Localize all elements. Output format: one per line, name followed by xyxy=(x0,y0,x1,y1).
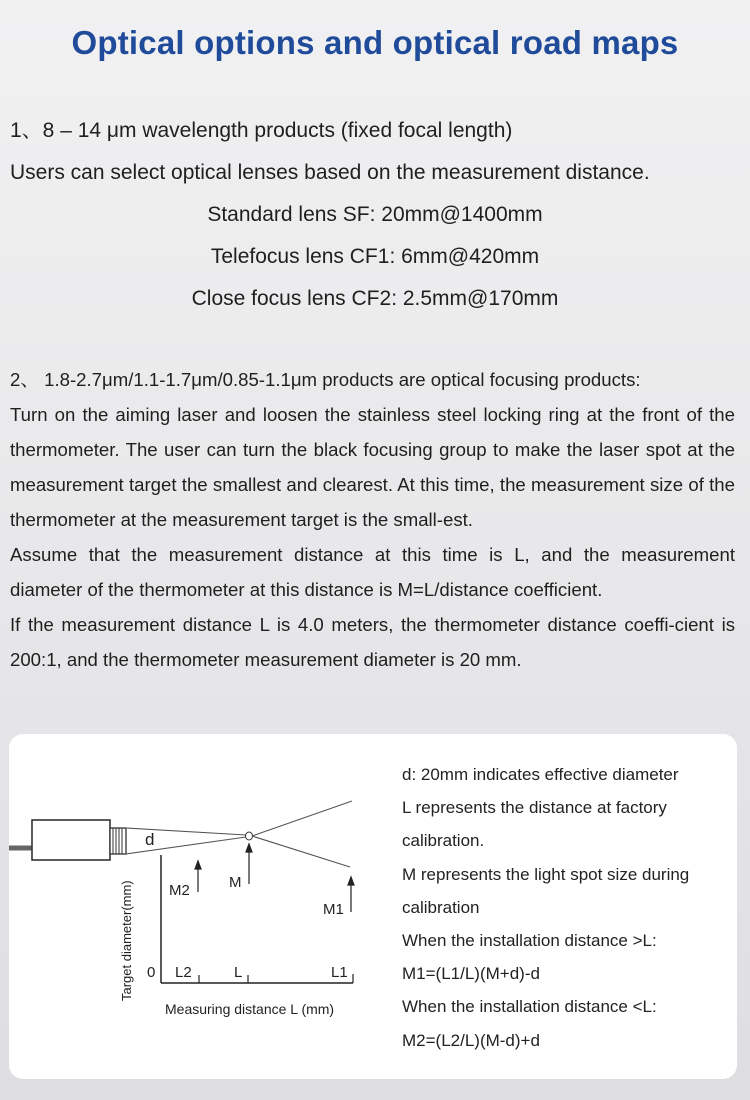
section2-paragraph-2: Assume that the measurement distance at this time is L, and the measurement diameter of the thermometer at this distance is M=L/distance coefficient. xyxy=(10,544,735,600)
section1-heading: 1、8 – 14 μm wavelength products (fixed focal length) xyxy=(10,119,513,142)
beam-upper xyxy=(126,828,246,835)
lens-standard: Standard lens SF: 20mm@1400mm xyxy=(207,203,543,226)
optical-path-diagram xyxy=(9,734,399,1079)
note-formula-m1: M1=(L1/L)(M+d)-d xyxy=(402,964,540,984)
note-line: calibration. xyxy=(402,831,485,851)
label-M: M xyxy=(229,874,242,891)
diagram-panel xyxy=(9,734,737,1079)
section1-intro: Users can select optical lenses based on the measurement distance. xyxy=(10,161,650,184)
diagram-notes xyxy=(402,758,732,1057)
lens-telefocus: Telefocus lens CF1: 6mm@420mm xyxy=(210,245,540,268)
note-line: d: 20mm indicates effective diameter xyxy=(402,765,679,784)
section2-paragraph-3: If the measurement distance L is 4.0 meters, the thermometer distance coeffi-cient is 200:1, and the thermometer measurement diameter is 20 mm. xyxy=(10,614,735,670)
label-M2: M2 xyxy=(169,882,190,899)
section2-heading: 2、 1.8-2.7μm/1.1-1.7μm/0.85-1.1μm products are optical focusing products: xyxy=(10,369,641,390)
beam-diverge-upper xyxy=(252,801,352,836)
label-zero: 0 xyxy=(147,964,156,981)
y-axis-title: Target diameter(mm) xyxy=(119,880,134,1001)
section-fixed-focal xyxy=(10,110,740,320)
thermometer-body xyxy=(32,820,110,860)
note-line: calibration xyxy=(402,897,480,917)
page-title: Optical options and optical road maps xyxy=(71,24,679,61)
beam-diverge-lower xyxy=(252,836,350,867)
note-line: L represents the distance at factory xyxy=(402,798,667,818)
label-M1: M1 xyxy=(323,901,344,918)
note-line: When the installation distance <L: xyxy=(402,997,657,1017)
note-line: M represents the light spot size during xyxy=(402,864,690,884)
label-L1: L1 xyxy=(331,964,348,981)
note-line: When the installation distance >L: xyxy=(402,931,657,951)
label-d: d xyxy=(145,830,155,849)
lens-close-focus: Close focus lens CF2: 2.5mm@170mm xyxy=(191,287,559,310)
x-axis-title: Measuring distance L (mm) xyxy=(165,1001,335,1017)
thermometer-lens xyxy=(110,828,126,854)
label-L2: L2 xyxy=(175,964,192,981)
note-formula-m2: M2=(L2/L)(M-d)+d xyxy=(402,1030,540,1050)
beam-lower xyxy=(126,837,246,854)
section-focusing-products xyxy=(10,362,735,677)
section2-paragraph-1: Turn on the aiming laser and loosen the stainless steel locking ring at the front of the thermometer. The user can turn the black focusing group to make the laser spot at the measurement target the smallest and clearest. At this time, the measurement size of the thermometer at the measurement target is the small-est. xyxy=(10,404,735,530)
focal-point xyxy=(246,832,253,840)
label-L: L xyxy=(234,964,243,981)
